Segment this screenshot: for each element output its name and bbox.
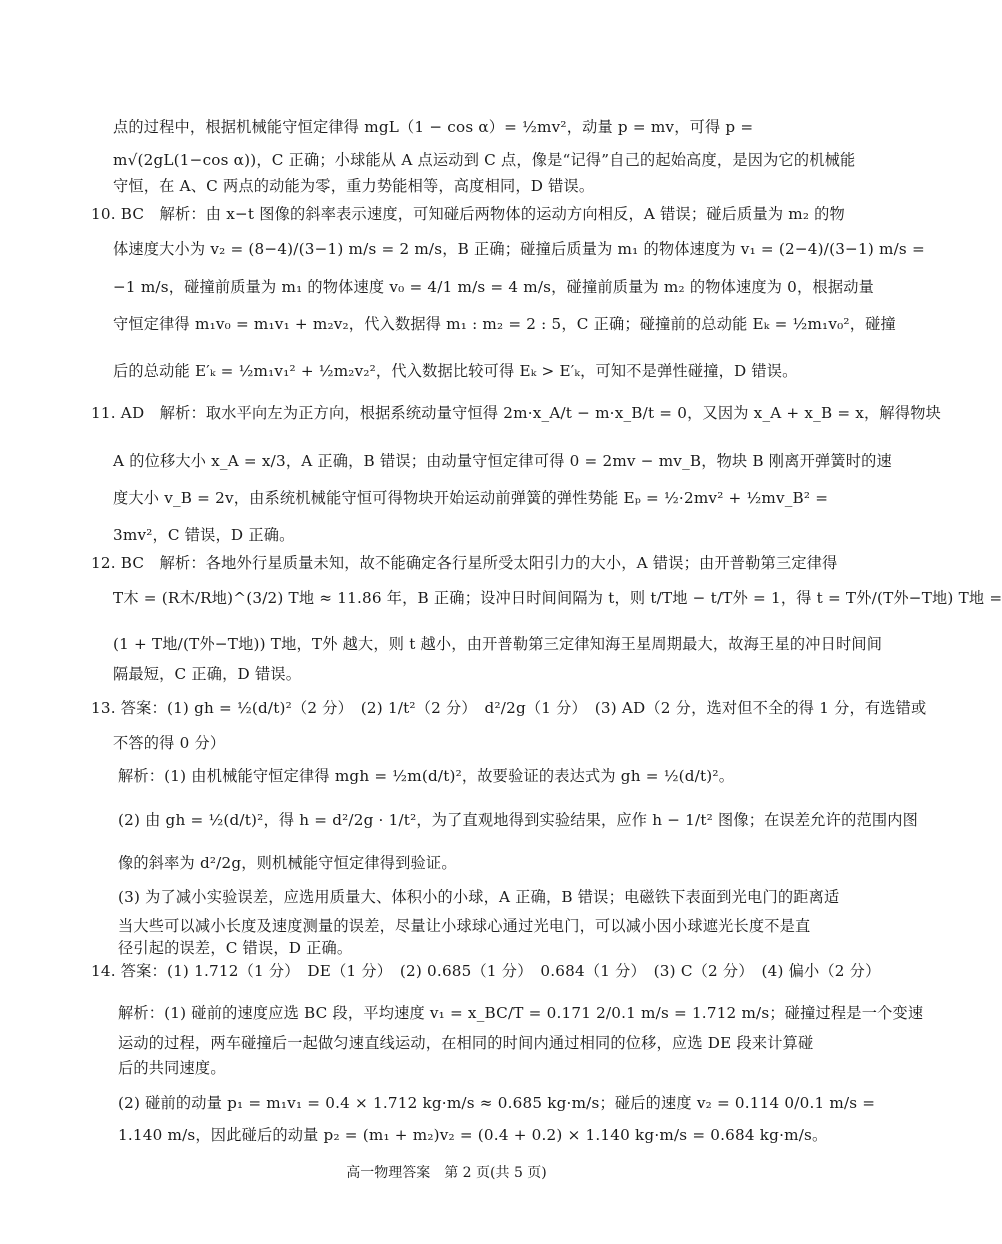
text-line: A 的位移大小 x_A = x/3，A 正确，B 错误；由动量守恒定律可得 0 = 2mv − mv_B，物块 B 刚离开弹簧时的速 xyxy=(113,452,892,470)
text-line: 守恒定律得 m₁v₀ = m₁v₁ + m₂v₂，代入数据得 m₁ : m₂ = 2 : 5，C 正确；碰撞前的总动能 Eₖ = ½m₁v₀²，碰撞 xyxy=(113,315,896,333)
text-line: 运动的过程，两车碰撞后一起做匀速直线运动，在相同的时间内通过相同的位移，应选 DE 段来计算碰 xyxy=(118,1034,814,1052)
text-line: 14. 答案：(1) 1.712（1 分） DE（1 分） (2) 0.685（1 分） 0.684（1 分） (3) C（2 分） (4) 偏小（2 分） xyxy=(91,962,881,980)
text-line: 像的斜率为 d²/2g，则机械能守恒定律得到验证。 xyxy=(118,854,457,872)
text-line: 不答的得 0 分） xyxy=(113,734,226,752)
text-line: 3mv²，C 错误，D 正确。 xyxy=(113,526,295,544)
text-line: 径引起的误差，C 错误，D 正确。 xyxy=(118,939,353,957)
text-line: (1 + T地/(T外−T地)) T地，T外 越大，则 t 越小，由开普勒第三定律知海王星周期最大，故海王星的冲日时间间 xyxy=(113,635,883,653)
page-footer: 高一物理答案 第 2 页(共 5 页) xyxy=(346,1165,547,1181)
text-line: (2) 由 gh = ½(d/t)²，得 h = d²/2g · 1/t²，为了直观地得到实验结果，应作 h − 1/t² 图像；在误差允许的范围内图 xyxy=(118,811,919,829)
text-line: 体速度大小为 v₂ = (8−4)/(3−1) m/s = 2 m/s，B 正确；碰撞后质量为 m₁ 的物体速度为 v₁ = (2−4)/(3−1) m/s = xyxy=(113,240,925,258)
text-line: −1 m/s，碰撞前质量为 m₁ 的物体速度 v₀ = 4/1 m/s = 4 m/s，碰撞前质量为 m₂ 的物体速度为 0，根据动量 xyxy=(113,278,874,296)
text-line: 当大些可以减小长度及速度测量的误差，尽量让小球球心通过光电门，可以减小因小球遮光长度不是直 xyxy=(118,917,811,935)
text-line: 13. 答案：(1) gh = ½(d/t)²（2 分） (2) 1/t²（2 分） d²/2g（1 分） (3) AD（2 分，选对但不全的得 1 分，有选错或 xyxy=(91,699,927,717)
text-line: (3) 为了减小实验误差，应选用质量大、体积小的小球，A 正确，B 错误；电磁铁下表面到光电门的距离适 xyxy=(118,888,840,906)
text-line: 解析：(1) 碰前的速度应选 BC 段，平均速度 v₁ = x_BC/T = 0.171 2/0.1 m/s = 1.712 m/s；碰撞过程是一个变速 xyxy=(118,1004,924,1022)
text-line: 后的总动能 E′ₖ = ½m₁v₁² + ½m₂v₂²，代入数据比较可得 Eₖ > E′ₖ，可知不是弹性碰撞，D 错误。 xyxy=(113,362,798,380)
text-line: 守恒，在 A、C 两点的动能为零，重力势能相等，高度相同，D 错误。 xyxy=(113,177,595,195)
text-line: 12. BC 解析：各地外行星质量未知，故不能确定各行星所受太阳引力的大小，A 错误；由开普勒第三定律得 xyxy=(91,554,838,572)
text-line: 隔最短，C 正确，D 错误。 xyxy=(113,665,302,683)
text-line: 点的过程中，根据机械能守恒定律得 mgL（1 − cos α）= ½mv²，动量 p = mv，可得 p = xyxy=(113,118,754,136)
text-line: 解析：(1) 由机械能守恒定律得 mgh = ½m(d/t)²，故要验证的表达式为 gh = ½(d/t)²。 xyxy=(118,767,735,785)
text-line: m√(2gL(1−cos α))，C 正确；小球能从 A 点运动到 C 点，像是“记得”自己的起始高度，是因为它的机械能 xyxy=(113,151,856,169)
text-line: 11. AD 解析：取水平向左为正方向，根据系统动量守恒得 2m·x_A/t − m·x_B/t = 0，又因为 x_A + x_B = x，解得物块 xyxy=(91,404,941,422)
text-line: 1.140 m/s，因此碰后的动量 p₂ = (m₁ + m₂)v₂ = (0.4 + 0.2) × 1.140 kg·m/s = 0.684 kg·m/s。 xyxy=(118,1126,828,1144)
text-line: 10. BC 解析：由 x−t 图像的斜率表示速度，可知碰后两物体的运动方向相反，A 错误；碰后质量为 m₂ 的物 xyxy=(91,205,845,223)
text-line: 后的共同速度。 xyxy=(118,1059,226,1077)
text-line: 度大小 v_B = 2v，由系统机械能守恒可得物块开始运动前弹簧的弹性势能 Eₚ = ½·2mv² + ½mv_B² = xyxy=(113,489,829,507)
text-line: T木 = (R木/R地)^(3/2) T地 ≈ 11.86 年，B 正确；设冲日时间间隔为 t，则 t/T地 − t/T外 = 1，得 t = T外/(T外−T地) T地 = xyxy=(113,589,1002,607)
text-line: (2) 碰前的动量 p₁ = m₁v₁ = 0.4 × 1.712 kg·m/s ≈ 0.685 kg·m/s；碰后的速度 v₂ = 0.114 0/0.1 m/s = xyxy=(118,1094,876,1112)
